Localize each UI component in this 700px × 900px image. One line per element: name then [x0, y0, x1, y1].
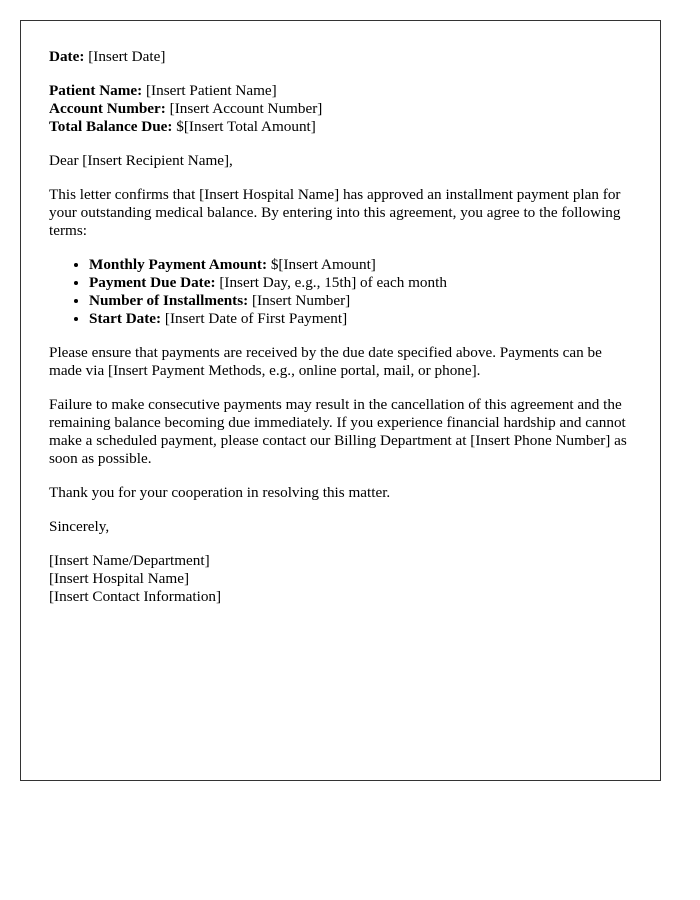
account-number-value: [Insert Account Number] — [169, 100, 323, 117]
date-value: [Insert Date] — [88, 48, 166, 65]
signature-name-department: [Insert Name/Department] — [49, 552, 210, 569]
patient-name-line — [49, 82, 632, 100]
signature-hospital: [Insert Hospital Name] — [49, 570, 190, 587]
payment-info-paragraph: Please ensure that payments are received by the due date specified above. Payments can be made via [Insert Payment Methods, e.g., online portal, mail, or phone]. — [49, 344, 602, 379]
salutation: Dear [Insert Recipient Name], — [49, 152, 233, 169]
term-value: $[Insert Amount] — [270, 256, 376, 273]
term-item — [89, 274, 632, 292]
account-number-line — [49, 100, 632, 118]
failure-notice-paragraph: Failure to make consecutive payments may result in the cancellation of this agreement and the remaining balance becoming due immediately. If you experience financial hardship and cannot make a scheduled payment, please contact our Billing Department at [Insert Phone Number] as soon as possible. — [49, 396, 627, 467]
total-balance-value: $[Insert Total Amount] — [176, 118, 316, 135]
term-value: [Insert Number] — [251, 292, 351, 309]
patient-name-value: [Insert Patient Name] — [146, 82, 277, 99]
total-balance-line — [49, 118, 632, 136]
date-label: Date: — [49, 48, 85, 65]
letter-document — [20, 20, 661, 781]
signature-contact: [Insert Contact Information] — [49, 588, 222, 605]
total-balance-label: Total Balance Due: — [49, 118, 173, 135]
intro-paragraph: This letter confirms that [Insert Hospital Name] has approved an installment payment plan for your outstanding medical balance. By entering into this agreement, you agree to the following terms: — [49, 186, 621, 239]
term-label: Start Date: — [89, 310, 162, 327]
patient-name-label: Patient Name: — [49, 82, 143, 99]
term-label: Payment Due Date: — [89, 274, 216, 291]
term-item — [89, 256, 632, 274]
term-label: Number of Installments: — [89, 292, 249, 309]
account-number-label: Account Number: — [49, 100, 166, 117]
patient-info — [49, 82, 632, 136]
terms-list — [49, 256, 632, 328]
thanks-paragraph: Thank you for your cooperation in resolving this matter. — [49, 484, 391, 501]
term-item — [89, 310, 632, 328]
closing: Sincerely, — [49, 518, 110, 535]
signature-block — [49, 552, 632, 606]
date-line — [49, 48, 632, 66]
term-label: Monthly Payment Amount: — [89, 256, 268, 273]
term-value: [Insert Date of First Payment] — [164, 310, 348, 327]
term-value: [Insert Day, e.g., 15th] of each month — [219, 274, 447, 291]
term-item — [89, 292, 632, 310]
